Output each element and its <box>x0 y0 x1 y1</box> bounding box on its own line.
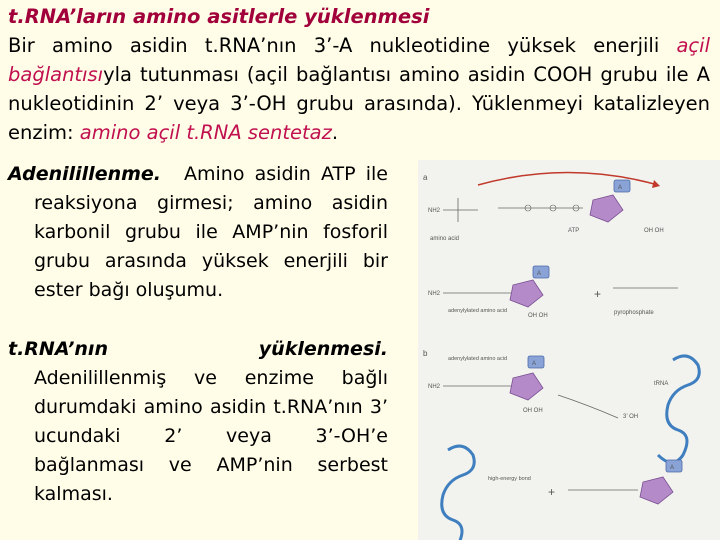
oh-oh-label-3: OH OH <box>523 408 543 414</box>
accent-acyl-bond: açil bağlantısı <box>8 34 710 86</box>
section2-body: Adenilillenmiş ve enzime bağlı durumdaki amino asidin t.RNA’nın 3’ ucundaki 2’ veya 3’-OH’e bağlanması ve AMP’nin serbest kalması. <box>34 367 388 505</box>
header-text <box>8 2 710 147</box>
trna-strand <box>658 356 699 463</box>
ribose-icon <box>640 477 673 504</box>
page-title: t.RNA’ların amino asitlerle yüklenmesi <box>8 5 430 28</box>
section2-heading: t.RNA’nın yüklenmesi. <box>8 338 388 360</box>
nh2-label-2: NH2 <box>428 291 441 297</box>
high-energy-label: high-energy bond <box>488 476 531 482</box>
label-b: b <box>423 349 428 358</box>
ribose-icon <box>510 280 543 307</box>
oh-oh-label: OH OH <box>644 228 664 234</box>
oh-oh-label-2: OH OH <box>528 313 548 319</box>
ribose-icon <box>590 195 623 222</box>
three-prime-label: 3’ OH <box>623 414 639 420</box>
ribose-icon <box>510 373 543 400</box>
attachment-arrow <box>558 395 618 418</box>
header-line-b: yla tutunması (açil bağlantısı amino asidin COOH grubu ile A nukleotidinin 2’ veya 3’-OH grubu arasında). Yüklenmeyi katalizleyen enzim: <box>8 63 710 144</box>
section1-heading: Adenilillenme. <box>8 163 162 185</box>
trna-label: tRNA <box>654 381 669 387</box>
amino-acid-label: amino acid <box>430 236 460 242</box>
header-line-a: Bir amino asidin t.RNA’nın 3’-A nukleotidine yüksek enerjili <box>8 34 677 57</box>
reaction-arrow-a <box>478 173 658 186</box>
arrowhead-icon <box>652 180 660 188</box>
reaction-diagram <box>418 160 720 540</box>
pyrophosphate-label: pyrophosphate <box>614 310 654 316</box>
nh2-label: NH2 <box>428 208 441 214</box>
section1-body: Amino asidin ATP ile reaksiyona girmesi; amino asidin karbonil grubu ile AMP’nin fosforil grubu arasında yüksek enerjili bir ester bağı oluşumu. <box>34 163 388 301</box>
section-trna-charging <box>8 335 388 509</box>
plus-sign: + <box>594 287 602 301</box>
adenylylated-b-label: adenylylated amino acid <box>448 356 508 362</box>
adenine-letter: A <box>618 185 623 191</box>
adenine-letter: A <box>537 271 542 277</box>
nh2-label-3: NH2 <box>428 384 441 390</box>
adenine-letter: A <box>532 361 537 367</box>
reaction-figure <box>418 160 720 540</box>
plus-sign-2: + <box>548 485 556 499</box>
accent-enzyme: amino açil t.RNA sentetaz <box>79 121 332 144</box>
section-adenylylation <box>8 160 388 305</box>
adenine-letter: A <box>670 465 675 471</box>
label-a: a <box>423 173 428 182</box>
atp-label: ATP <box>568 228 580 234</box>
header-end: . <box>331 121 339 144</box>
adenylylated-label: adenylylated amino acid <box>448 308 508 314</box>
trna-product-strand <box>442 446 475 540</box>
